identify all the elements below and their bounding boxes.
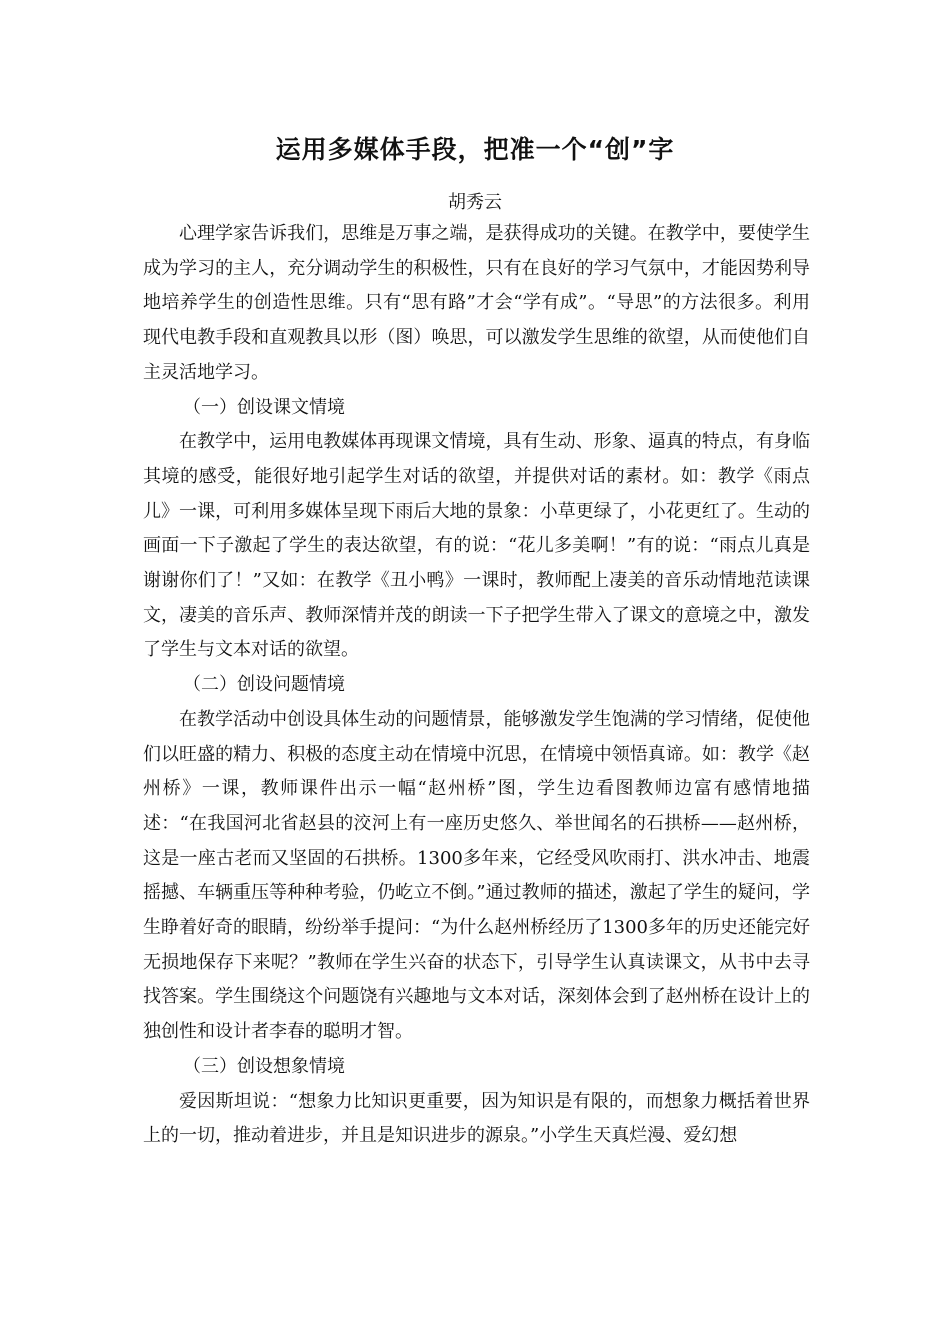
section-heading-1: （一）创设课文情境 (183, 396, 345, 418)
section-heading-3: （三）创设想象情境 (183, 1055, 345, 1077)
paragraph-section-2: 在教学活动中创设具体生动的问题情景，能够激发学生饱满的学习情绪，促使他们以旺盛的精力、积极的态度主动在情境中沉思，在情境中领悟真谛。如：教学《赵州桥》一课，教师课件出示一幅“赵州桥”图，学生边看图教师边富有感情地描述：“在我国河北省赵县的洨河上有一座历史悠久、举世闻名的石拱桥——赵州桥，这是一座古老而又坚固的石拱桥。1300多年来，它经受风吹雨打、洪水冲击、地震摇撼、车辆重压等种种考验，仍屹立不倒。”通过教师的描述，激起了学生的疑问，学生睁着好奇的眼睛，纷纷举手提问：“为什么赵州桥经历了1300多年的历史还能完好无损地保存下来呢？”教师在学生兴奋的状态下，引导学生认真读课文，从书中去寻找答案。学生围绕这个问题饶有兴趣地与文本对话，深刻体会到了赵州桥在设计上的独创性和设计者李春的聪明才智。 (143, 708, 811, 1043)
document-body (143, 217, 810, 1154)
author-name: 胡秀云 (448, 192, 502, 213)
section-heading-2: （二）创设问题情境 (183, 674, 345, 696)
paragraph-section-1: 在教学中，运用电教媒体再现课文情境，具有生动、形象、逼真的特点，有身临其境的感受，能很好地引起学生对话的欲望，并提供对话的素材。如：教学《雨点儿》一课，可利用多媒体呈现下雨后大地的景象：小草更绿了，小花更红了。生动的画面一下子激起了学生的表达欲望，有的说：“花儿多美啊！”有的说：“雨点儿真是谢谢你们了！”又如：在教学《丑小鸭》一课时，教师配上凄美的音乐动情地范读课文，凄美的音乐声、教师深情并茂的朗读一下子把学生带入了课文的意境之中，激发了学生与文本对话的欲望。 (143, 431, 810, 661)
document-title: 运用多媒体手段，把准一个“创”字 (275, 135, 675, 164)
paragraph-intro: 心理学家告诉我们，思维是万事之端，是获得成功的关键。在教学中，要使学生成为学习的主人，充分调动学生的积极性，只有在良好的学习气氛中，才能因势利导地培养学生的创造性思维。只有“思有路”才会“学有成”。“导思”的方法很多。利用现代电教手段和直观教具以形（图）唤思，可以激发学生思维的欲望，从而使他们自主灵活地学习。 (143, 223, 810, 383)
paragraph-section-3: 爱因斯坦说：“想象力比知识更重要，因为知识是有限的，而想象力概括着世界上的一切，推动着进步，并且是知识进步的源泉。”小学生天真烂漫、爱幻想 (143, 1090, 810, 1147)
